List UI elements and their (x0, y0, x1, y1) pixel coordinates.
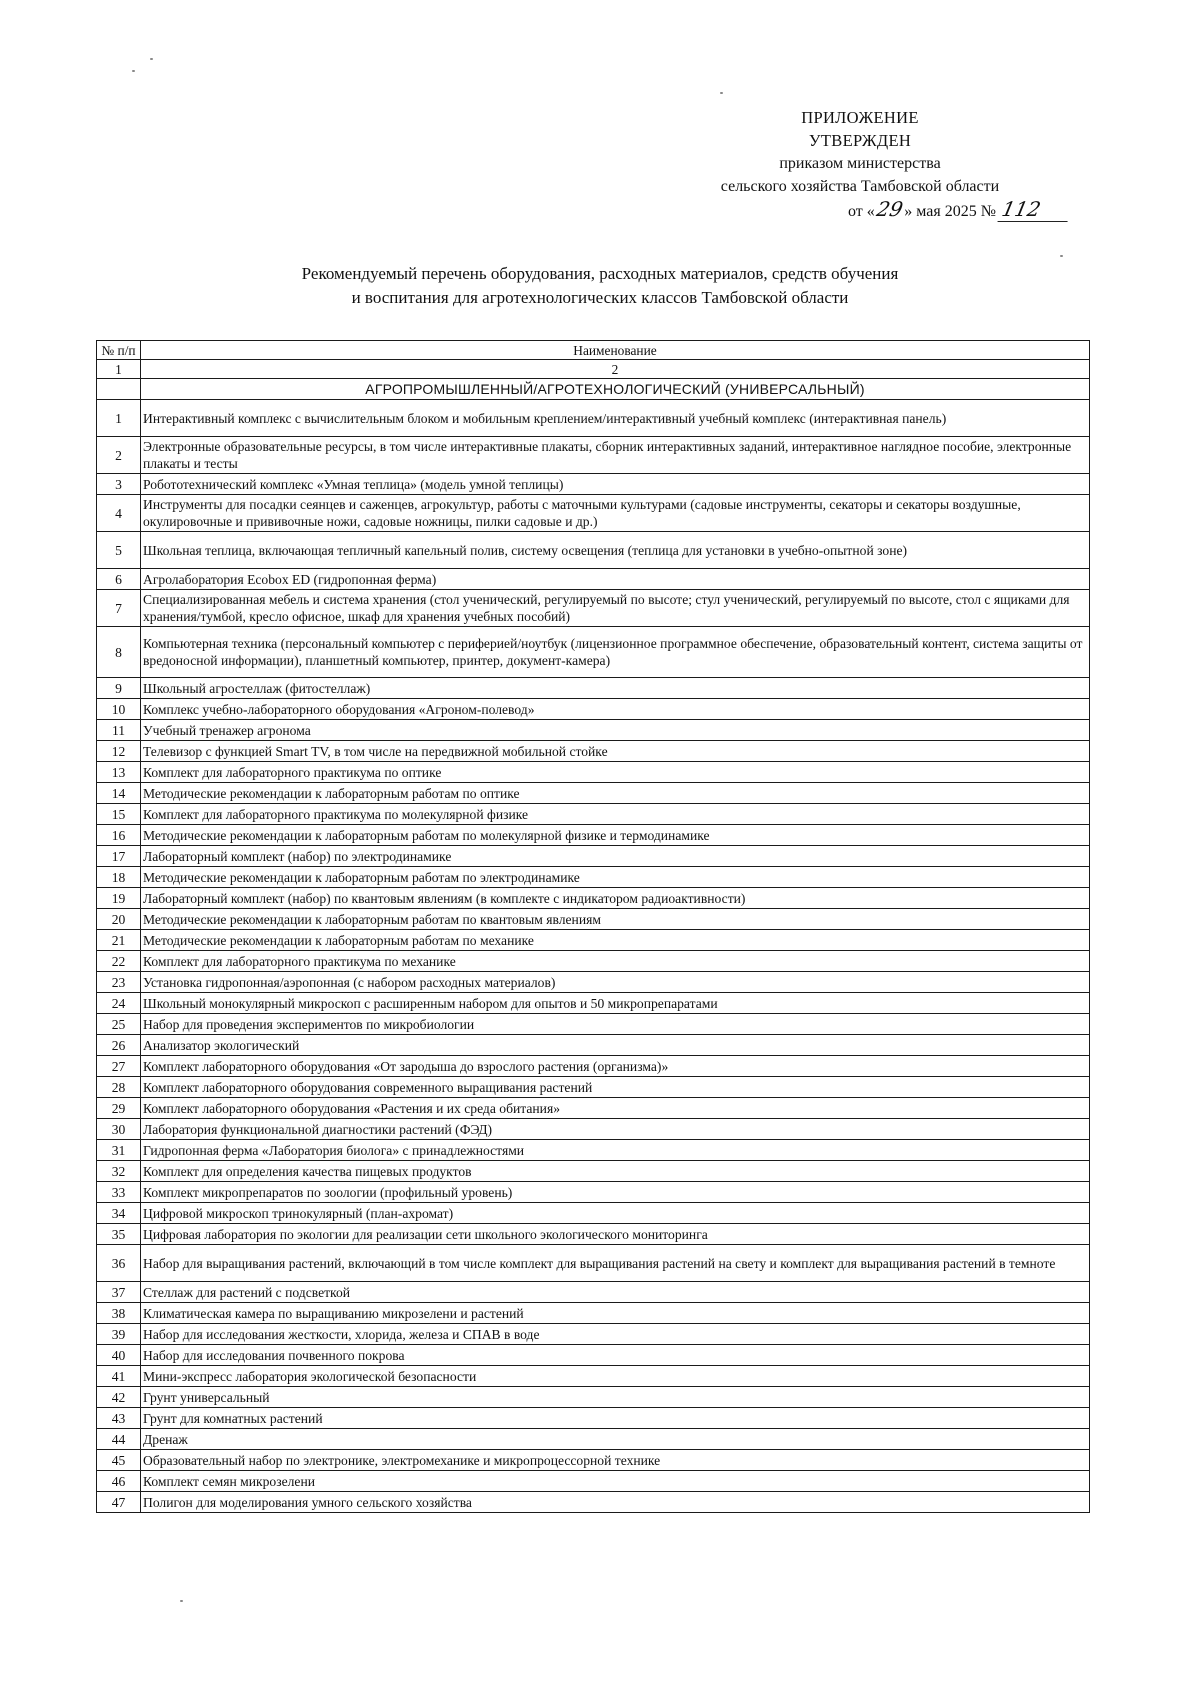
row-item-name: Робототехнический комплекс «Умная теплица» (модель умной теплицы) (141, 474, 1090, 495)
row-item-name: Комплект для лабораторного практикума по молекулярной физике (141, 804, 1090, 825)
row-number: 26 (97, 1035, 141, 1056)
row-number: 4 (97, 495, 141, 532)
equipment-table (96, 340, 1090, 1513)
row-number: 38 (97, 1303, 141, 1324)
row-item-name: Цифровая лаборатория по экологии для реализации сети школьного экологического мониторинга (141, 1224, 1090, 1245)
row-number: 25 (97, 1014, 141, 1035)
table-row (97, 569, 1090, 590)
row-item-name: Дренаж (141, 1429, 1090, 1450)
header-num: № п/п (97, 341, 141, 360)
row-item-name: Интерактивный комплекс с вычислительным блоком и мобильным креплением/интерактивный учебный комплекс (интерактивная панель) (141, 400, 1090, 437)
table-row (97, 804, 1090, 825)
row-item-name: Комплект для определения качества пищевых продуктов (141, 1161, 1090, 1182)
table-row (97, 678, 1090, 699)
row-number: 21 (97, 930, 141, 951)
row-number: 24 (97, 993, 141, 1014)
row-item-name: Комплект лабораторного оборудования «От зародыша до взрослого растения (организма)» (141, 1056, 1090, 1077)
row-number: 15 (97, 804, 141, 825)
table-row (97, 1324, 1090, 1345)
row-number: 46 (97, 1471, 141, 1492)
table-row (97, 1366, 1090, 1387)
row-item-name: Грунт универсальный (141, 1387, 1090, 1408)
table-row (97, 1345, 1090, 1366)
row-item-name: Полигон для моделирования умного сельского хозяйства (141, 1492, 1090, 1513)
row-item-name: Комплект для лабораторного практикума по оптике (141, 762, 1090, 783)
table-row (97, 951, 1090, 972)
row-item-name: Комплект лабораторного оборудования современного выращивания растений (141, 1077, 1090, 1098)
table-row (97, 1450, 1090, 1471)
row-number: 6 (97, 569, 141, 590)
section-title: АГРОПРОМЫШЛЕННЫЙ/АГРОТЕХНОЛОГИЧЕСКИЙ (УНИВЕРСАЛЬНЫЙ) (141, 379, 1090, 400)
table-header-row (97, 341, 1090, 360)
table-index-row (97, 360, 1090, 379)
table-row (97, 437, 1090, 474)
row-number: 7 (97, 590, 141, 627)
row-item-name: Учебный тренажер агронома (141, 720, 1090, 741)
table-row (97, 1471, 1090, 1492)
row-number: 17 (97, 846, 141, 867)
row-item-name: Инструменты для посадки сеянцев и саженцев, агрокультур, работы с маточными культурами (садовые инструменты, секаторы и секаторы воздушные, окулировочные и прививочные ножи, садовые ножницы, пилки садовые и др.) (141, 495, 1090, 532)
row-item-name: Грунт для комнатных растений (141, 1408, 1090, 1429)
row-number: 41 (97, 1366, 141, 1387)
appendix-label: ПРИЛОЖЕНИЕ (801, 108, 919, 127)
row-number: 12 (97, 741, 141, 762)
row-number: 44 (97, 1429, 141, 1450)
row-number: 45 (97, 1450, 141, 1471)
table-row (97, 1077, 1090, 1098)
index-num: 1 (97, 360, 141, 379)
approval-block (640, 106, 1080, 223)
table-row (97, 930, 1090, 951)
row-number: 47 (97, 1492, 141, 1513)
row-item-name: Климатическая камера по выращиванию микрозелени и растений (141, 1303, 1090, 1324)
row-item-name: Специализированная мебель и система хранения (стол ученический, регулируемый по высоте; стул ученический, регулируемый по высоте, стол с ящиками для хранения/тумбой, кресло офисное, шкаф для хранения учебных пособий) (141, 590, 1090, 627)
row-number: 14 (97, 783, 141, 804)
row-number: 28 (97, 1077, 141, 1098)
table-row (97, 590, 1090, 627)
row-item-name: Набор для исследования жесткости, хлорида, железа и СПАВ в воде (141, 1324, 1090, 1345)
table-row (97, 972, 1090, 993)
row-number: 9 (97, 678, 141, 699)
scan-speck (132, 70, 135, 72)
row-item-name: Методические рекомендации к лабораторным работам по квантовым явлениям (141, 909, 1090, 930)
row-number: 19 (97, 888, 141, 909)
table-row (97, 993, 1090, 1014)
row-item-name: Лабораторный комплект (набор) по электродинамике (141, 846, 1090, 867)
row-item-name: Лабораторный комплект (набор) по квантовым явлениям (в комплекте с индикатором радиоактивности) (141, 888, 1090, 909)
row-item-name: Комплект микропрепаратов по зоологии (профильный уровень) (141, 1182, 1090, 1203)
row-item-name: Методические рекомендации к лабораторным работам по молекулярной физике и термодинамике (141, 825, 1090, 846)
table-row (97, 532, 1090, 569)
handwritten-day: 29 (874, 197, 905, 221)
header-name: Наименование (141, 341, 1090, 360)
row-number: 43 (97, 1408, 141, 1429)
table-row (97, 1119, 1090, 1140)
table-row (97, 400, 1090, 437)
row-number: 32 (97, 1161, 141, 1182)
table-row (97, 1282, 1090, 1303)
row-item-name: Комплект семян микрозелени (141, 1471, 1090, 1492)
table-row (97, 495, 1090, 532)
date-suffix: » мая 2025 № (904, 203, 996, 220)
table-row (97, 762, 1090, 783)
row-number: 30 (97, 1119, 141, 1140)
table-row (97, 1245, 1090, 1282)
table-row (97, 1203, 1090, 1224)
index-name: 2 (141, 360, 1090, 379)
table-row (97, 1140, 1090, 1161)
table-row (97, 909, 1090, 930)
scan-speck (150, 58, 153, 60)
row-item-name: Гидропонная ферма «Лаборатория биолога» с принадлежностями (141, 1140, 1090, 1161)
table-row (97, 846, 1090, 867)
row-item-name: Набор для выращивания растений, включающий в том числе комплект для выращивания растений на свету и комплект для выращивания растений в темноте (141, 1245, 1090, 1282)
row-item-name: Методические рекомендации к лабораторным работам по электродинамике (141, 867, 1090, 888)
row-item-name: Установка гидропонная/аэропонная (с набором расходных материалов) (141, 972, 1090, 993)
table-row (97, 741, 1090, 762)
row-number: 42 (97, 1387, 141, 1408)
row-item-name: Образовательный набор по электронике, электромеханике и микропроцессорной технике (141, 1450, 1090, 1471)
table-section-row (97, 379, 1090, 400)
order-date-line (640, 198, 1080, 223)
row-number: 23 (97, 972, 141, 993)
table-row (97, 867, 1090, 888)
table-row (97, 720, 1090, 741)
row-number: 10 (97, 699, 141, 720)
table-row (97, 783, 1090, 804)
row-item-name: Цифровой микроскоп тринокулярный (план-ахромат) (141, 1203, 1090, 1224)
table-row (97, 1056, 1090, 1077)
approved-label: УТВЕРЖДЕН (808, 131, 912, 150)
table-row (97, 1429, 1090, 1450)
handwritten-order-number: 112 (997, 198, 1072, 222)
row-number: 36 (97, 1245, 141, 1282)
row-number: 20 (97, 909, 141, 930)
title-line-2: и воспитания для агротехнологических классов Тамбовской области (351, 288, 849, 307)
table-row (97, 627, 1090, 678)
row-item-name: Методические рекомендации к лабораторным работам по оптике (141, 783, 1090, 804)
row-number: 40 (97, 1345, 141, 1366)
row-number: 31 (97, 1140, 141, 1161)
row-item-name: Методические рекомендации к лабораторным работам по механике (141, 930, 1090, 951)
table-row (97, 1387, 1090, 1408)
row-number: 22 (97, 951, 141, 972)
row-item-name: Набор для исследования почвенного покрова (141, 1345, 1090, 1366)
row-number: 2 (97, 437, 141, 474)
scan-speck (720, 92, 723, 94)
ministry-name: сельского хозяйства Тамбовской области (720, 178, 1000, 195)
table-row (97, 888, 1090, 909)
row-number: 11 (97, 720, 141, 741)
row-number: 34 (97, 1203, 141, 1224)
table-row (97, 1224, 1090, 1245)
table-row (97, 1182, 1090, 1203)
row-item-name: Агролаборатория Ecobox ED (гидропонная ферма) (141, 569, 1090, 590)
row-item-name: Телевизор с функцией Smart TV, в том числе на передвижной мобильной стойке (141, 741, 1090, 762)
table-row (97, 1161, 1090, 1182)
table-row (97, 1035, 1090, 1056)
table-row (97, 1098, 1090, 1119)
table-row (97, 1408, 1090, 1429)
row-item-name: Стеллаж для растений с подсветкой (141, 1282, 1090, 1303)
row-number: 3 (97, 474, 141, 495)
row-number: 27 (97, 1056, 141, 1077)
table-row (97, 1492, 1090, 1513)
row-item-name: Компьютерная техника (персональный компьютер с периферией/ноутбук (лицензионное программное обеспечение, образовательный контент, система защиты от вредоносной информации), планшетный компьютер, принтер, документ-камера) (141, 627, 1090, 678)
section-num-cell (97, 379, 141, 400)
row-item-name: Школьная теплица, включающая тепличный капельный полив, систему освещения (теплица для установки в учебно-опытной зоне) (141, 532, 1090, 569)
table-row (97, 699, 1090, 720)
row-number: 39 (97, 1324, 141, 1345)
row-number: 35 (97, 1224, 141, 1245)
row-item-name: Комплект для лабораторного практикума по механике (141, 951, 1090, 972)
table-row (97, 1014, 1090, 1035)
row-number: 29 (97, 1098, 141, 1119)
date-prefix: от « (848, 203, 875, 220)
row-number: 16 (97, 825, 141, 846)
equipment-table-container (96, 340, 1090, 1513)
row-item-name: Комплекс учебно-лабораторного оборудования «Агроном-полевод» (141, 699, 1090, 720)
table-row (97, 1303, 1090, 1324)
order-issuer-line: приказом министерства (779, 155, 941, 172)
row-item-name: Мини-экспресс лаборатория экологической безопасности (141, 1366, 1090, 1387)
row-number: 37 (97, 1282, 141, 1303)
row-item-name: Школьный монокулярный микроскоп с расширенным набором для опытов и 50 микропрепаратами (141, 993, 1090, 1014)
scan-speck (1060, 255, 1063, 257)
row-item-name: Анализатор экологический (141, 1035, 1090, 1056)
row-item-name: Комплект лабораторного оборудования «Растения и их среда обитания» (141, 1098, 1090, 1119)
scan-speck (180, 1600, 183, 1602)
row-item-name: Электронные образовательные ресурсы, в том числе интерактивные плакаты, сборник интерактивных заданий, интерактивное наглядное пособие, электронные плакаты и тесты (141, 437, 1090, 474)
row-item-name: Набор для проведения экспериментов по микробиологии (141, 1014, 1090, 1035)
row-item-name: Лаборатория функциональной диагностики растений (ФЭД) (141, 1119, 1090, 1140)
row-number: 13 (97, 762, 141, 783)
row-number: 8 (97, 627, 141, 678)
row-number: 1 (97, 400, 141, 437)
table-row (97, 825, 1090, 846)
title-line-1: Рекомендуемый перечень оборудования, расходных материалов, средств обучения (301, 264, 899, 283)
row-number: 33 (97, 1182, 141, 1203)
document-title (140, 262, 1060, 310)
table-row (97, 474, 1090, 495)
row-number: 18 (97, 867, 141, 888)
row-item-name: Школьный агростеллаж (фитостеллаж) (141, 678, 1090, 699)
row-number: 5 (97, 532, 141, 569)
